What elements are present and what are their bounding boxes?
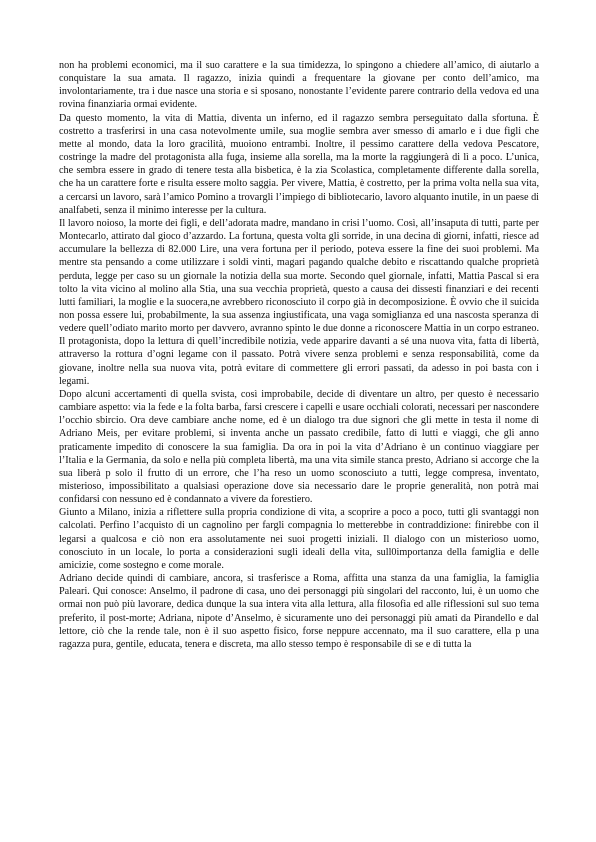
paragraph: Il lavoro noioso, la morte dei figli, e dell’adorata madre, mandano in crisi l’uomo. Così, all’insaputa di tutti, parte per Montecarlo, attirato dal gioco d’azzardo. La fortuna, questa volta gli sorride, in una decina di giorni, infatti, riesce ad accumulare la bellezza di 82.000 Lire, una vera fortuna per il periodo, poteva essere la fine dei suoi problemi. Ma mentre sta pensando a come utilizzare i soldi vinti, magari pagando qualche debito e riscattando qualche proprietà perduta, legge per caso su un giornale la notizia della sua morte. Secondo quel giornale, infatti, Mattia Pascal si era tolto la vita vicino al molino alla Stia, una sua vecchia proprietà, questo a causa dei dissesti finanziari e dei recenti lutti familiari, la moglie e la suocera,ne avrebbero riconosciuto il corpo già in decomposizione. È ovvio che il suicida non possa essere lui, probabilmente, la sua assenza ingiustificata, una vaga somiglianza ed una nascosta speranza di vedere quell’odiato marito morto per davvero, avranno spinto le due donne a riconoscere Mattia in un corpo estraneo. Il protagonista, dopo la lettura di quell’incredibile notizia, vede apparire davanti a sé una nuova vita, fatta di libertà, attraverso la rottura d’ogni legame con il passato. Potrà vivere senza problemi e senza responsabilità, come da giovane, inoltre nella sua nuova vita, potrà evitare di commettere gli errori passati, da adesso in poi basta con i legami. bbox=[59, 217, 539, 387]
paragraph: Giunto a Milano, inizia a riflettere sulla propria condizione di vita, a scoprire a poco a poco, tutti gli svantaggi non calcolati. Perfino l’acquisto di un cagnolino per fargli compagnia lo metterebbe in contraddizione: finirebbe con il legarsi a qualcosa e ciò non era assolutamente nei suoi progetti iniziali. Il dialogo con un misterioso uomo, conosciuto in un locale, lo porta a considerazioni sugli ideali della vita, sull0importanza della famiglia e delle amicizie, come sostegno e come morale. bbox=[59, 507, 539, 571]
paragraph: Adriano decide quindi di cambiare, ancora, si trasferisce a Roma, affitta una stanza da una famiglia, la famiglia Paleari. Qui conosce: Anselmo, il padrone di casa, uno dei personaggi più singolari del racconto, lui, è un uomo che ormai non può più lavorare, dedica dunque la sua intera vita alla lettura, alla filosofia ed alle riflessioni sul suo tema preferito, il post-morte; Adriana, nipote d’Anselmo, è sicuramente uno dei personaggi più amati da Pirandello e dal lettore, ciò che la rende tale, non è il suo aspetto fisico, forse neppure accennato, ma il suo carattere, ella p una ragazza pura, gentile, educata, tenera e discreta, ma allo stesso tempo è responsabile di se e di tutta la bbox=[59, 573, 539, 650]
paragraph: non ha problemi economici, ma il suo carattere e la sua timidezza, lo spingono a chiedere all’amico, di aiutarlo a conquistare la sua amata. Il ragazzo, inizia quindi a frequentare la giovane per conto dell’amico, ma involontariamente, tra i due nasce una storia e si sposano, nonostante l’evidente parere contrario della vedova ed una rovina finanziaria ormai evidente. bbox=[59, 60, 539, 111]
paragraph: Da questo momento, la vita di Mattia, diventa un inferno, ed il ragazzo sembra perseguitato dalla sfortuna. È costretto a trasferirsi in una casa notevolmente umile, sua moglie sembra aver smesso di amarlo e i due figli che mette al mondo, data la loro gracilità, muoiono entrambi. Inoltre, il pessimo carattere della vedova Pescatore, costringe la madre del protagonista alla fuga, insieme alla sorella, ma la morte la raggiungerà di lì a poco. L’unica, che sembra essere in grado di tenere testa alla bisbetica, è la zia Scolastica, completamente differente dalla sorella, che ha un carattere forte e risulta essere molto saggia. Per vivere, Mattia, è costretto, per la prima volta nella sua vita, a cercarsi un lavoro, sarà l’amico Pomino a trovargli l’impiego di bibliotecario, lavoro alquanto inutile, in un paese di analfabeti, senza il minimo interesse per la cultura. bbox=[59, 112, 539, 216]
paragraph: Dopo alcuni accertamenti di quella svista, così improbabile, decide di diventare un altro, per questo è necessario cambiare aspetto: via la fede e la folta barba, farsi crescere i capelli e usare occhiali colorati, necessari per nascondere l’occhio sbircio. Ora deve cambiare anche nome, ed è un dialogo tra due signori che gli mette in testa il nome di Adriano Meis, per evitare problemi, si inventa anche un passato credibile, fatto di lutti e viaggi, che gli anno praticamente impedito di conoscere la sua famiglia. Da ora in poi la vita d’Adriano è un continuo viaggiare per l’Italia e la Germania, da solo e nella più completa libertà, ma una vita simile stanca presto, Adriano si accorge che la sua liberà p solo il frutto di un errore, che l’ha reso un uomo sconosciuto a tutti, legge compresa, inventato, misterioso, impossibilitato a qualsiasi operazione dove sia necessario dare le proprie generalità, non potrà mai confidarsi con nessuno ed è condannato a vivere da forestiero. bbox=[59, 388, 539, 506]
document-body bbox=[59, 59, 539, 651]
